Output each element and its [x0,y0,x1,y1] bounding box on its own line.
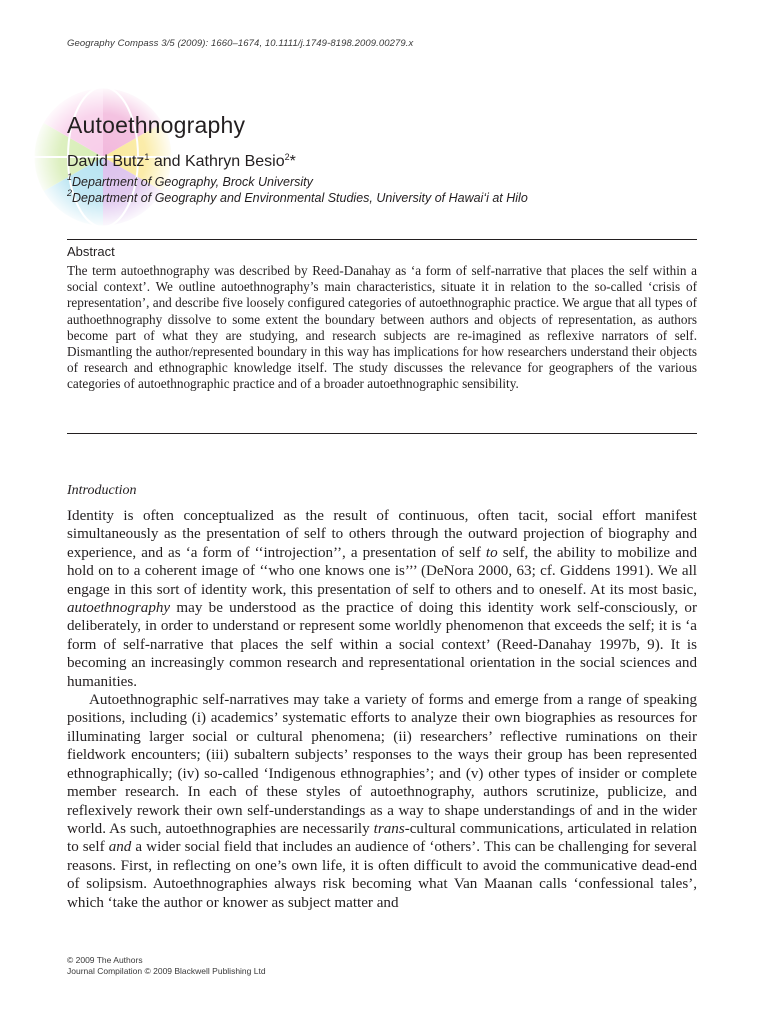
affiliation-marker: 2 [67,188,73,198]
copyright-line: © 2009 The Authors [67,955,143,965]
author-name: Kathryn Besio [184,153,285,170]
copyright-footer [67,955,266,977]
affiliation [67,172,313,189]
paragraph: Autoethnographic self-narratives may take a variety of forms and emerge from a range of speaking positions, including (i) academics’ systematic efforts to analyze their own biographies as resources for illuminating larger social or cultural phenomena; (ii) researchers’ reflective ruminations on their fieldwork encounters; (iii) subaltern subjects’ responses to the ways their group has been represented ethnographically; (iv) so-called ‘Indigenous ethnographies’; and (v) other types of insider or complete member research. In each of these styles of autoethnography, authors scrutinize, publicize, and reflexively rework their own self-understandings as a way to shape understandings of and in the wider world. As such, autoethnographies are necessarily trans-cultural communications, articulated in relation to self and a wider social field that includes an audience of ‘others’. This can be challenging for several reasons. First, in reflecting on one’s own life, it is often difficult to avoid the communicative dead-end of solipsism. Autoethnographies always risk becoming what Van Maanan calls ‘confessional tales’, which ‘take the author or knower as subject matter and [67,692,698,911]
abstract-top-rule [67,239,697,240]
abstract-bottom-rule [67,433,697,434]
copyright-line: Journal Compilation © 2009 Blackwell Publishing Ltd [67,966,266,976]
author-list [67,153,296,171]
affiliation-marker: 1 [67,172,73,182]
affiliation-text: Department of Geography and Environmental Studies, University of Hawai‘i at Hilo [72,191,528,205]
emphasis: autoethnography [67,600,171,617]
paragraph: Identity is often conceptualized as the result of continuous, often tacit, social effort manifest simultaneously as the presentation of self to others through the outward projection of biography and experience, and as ‘a form of ‘‘introjection’’, a presentation of self to self, the ability to mobilize and hold on to a coherent image of ‘‘who one knows one is’’’ (DeNora 2000, 63; cf. Giddens 1991). We all engage in this sort of identity work, this presentation of self to others and to oneself. At its most basic, autoethnography may be understood as the practice of doing this identity work self-consciously, or deliberately, in order to understand or represent some worldly phenomenon that exceeds the self; it is ‘a form of self-narrative that places the self within a social context’ (Reed-Danahay 1997b, 9). It is becoming an increasingly common research and representational orientation in the social sciences and humanities. [67,508,697,690]
emphasis: to [485,544,498,561]
affiliation [67,188,528,205]
emphasis: and [108,839,132,856]
author-name: David Butz [67,153,145,170]
abstract-text: The term autoethnography was described by Reed-Danahay as ‘a form of self-narrative that places the self within a social context’. We outline autoethnography’s main characteristics, situate it in relation to the so-called ‘crisis of representation’, and describe five loosely configured categories of autoethnographic practice. We argue that all types of authoethnography dissolve to some extent the boundary between authors and objects of representation, as authors become part of what they are studying, and research subjects are re-imagined as reflexive narrators of self. Dismantling the author/represented boundary in this way has implications for how researchers understand their objects of research and ethnographic knowledge itself. The study discusses the relevance for geographers of the various categories of autoethnographic practice and of a broader autoethnographic sensibility. [67,263,697,392]
emphasis: trans [373,820,405,837]
body-text [67,507,697,912]
journal-citation: Geography Compass 3/5 (2009): 1660–1674, 10.1111/j.1749-8198.2009.00279.x [67,38,414,49]
affiliation-marker: 1 [144,152,150,162]
affiliation-text: Department of Geography, Brock University [72,175,313,189]
abstract-heading: Abstract [67,244,115,259]
article-title: Autoethnography [67,112,246,138]
corresponding-author-mark: * [289,153,296,170]
author-connector: and [149,153,185,170]
affiliation-marker: 2 [284,152,290,162]
section-heading: Introduction [67,483,137,498]
